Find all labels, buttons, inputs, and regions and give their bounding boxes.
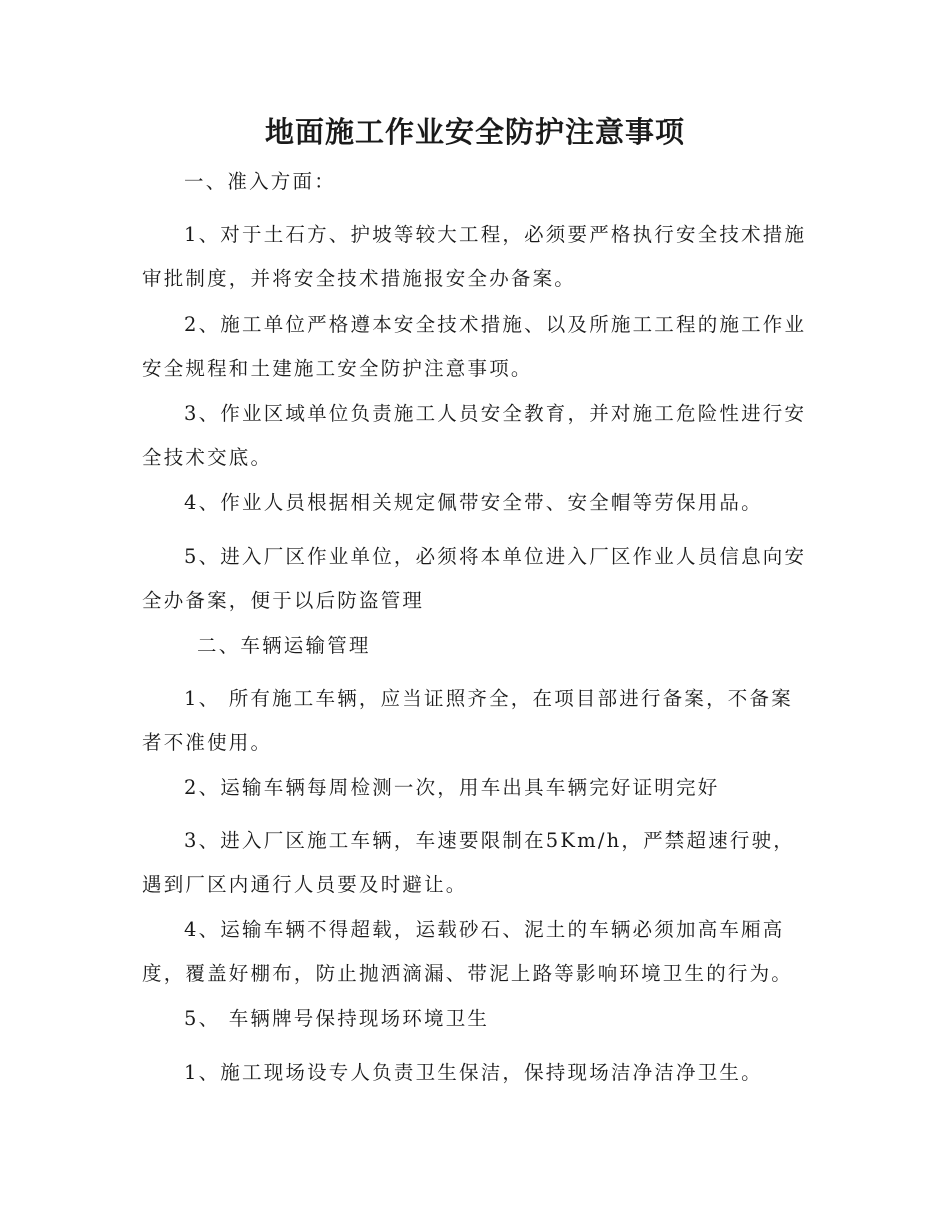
paragraph-hygiene-1: 1、施工现场设专人负责卫生保洁，保持现场洁净洁净卫生。 (184, 1061, 763, 1084)
paragraph-vehicles-3: 3、进入厂区施工车辆，车速要限制在5Km/h，严禁超速行驶，遇到厂区内通行人员要及时避让。 (142, 829, 796, 896)
paragraph-vehicles-2: 2、运输车辆每周检测一次，用车出具车辆完好证明完好 (184, 776, 720, 799)
paragraph-access-5: 5、进入厂区作业单位，必须将本单位进入厂区作业人员信息向安全办备案，便于以后防盗管理 (142, 545, 807, 612)
section-heading-vehicles: 二、车辆运输管理 (197, 634, 371, 657)
paragraph-access-3: 3、作业区域单位负责施工人员安全教育，并对施工危险性进行安全技术交底。 (142, 402, 807, 469)
paragraph-vehicles-5: 5、 车辆牌号保持现场环境卫生 (184, 1007, 490, 1030)
paragraph-vehicles-4: 4、运输车辆不得超载，运载砂石、泥土的车辆必须加高车厢高度，覆盖好棚布，防止抛洒滴漏、带泥上路等影响环境卫生的行为。 (142, 918, 794, 985)
paragraph-access-4: 4、作业人员根据相关规定佩带安全带、安全帽等劳保用品。 (184, 491, 763, 514)
paragraph-access-1: 1、对于土石方、护坡等较大工程，必须要严格执行安全技术措施审批制度，并将安全技术措施报安全办备案。 (142, 223, 807, 290)
paragraph-vehicles-1: 1、 所有施工车辆，应当证照齐全，在项目部进行备案，不备案者不准使用。 (142, 687, 793, 754)
paragraph-access-2: 2、施工单位严格遵本安全技术措施、以及所施工工程的施工作业安全规程和土建施工安全防护注意事项。 (142, 313, 807, 380)
document-title: 地面施工作业安全防护注意事项 (264, 115, 685, 149)
section-heading-access: 一、准入方面： (184, 170, 336, 193)
